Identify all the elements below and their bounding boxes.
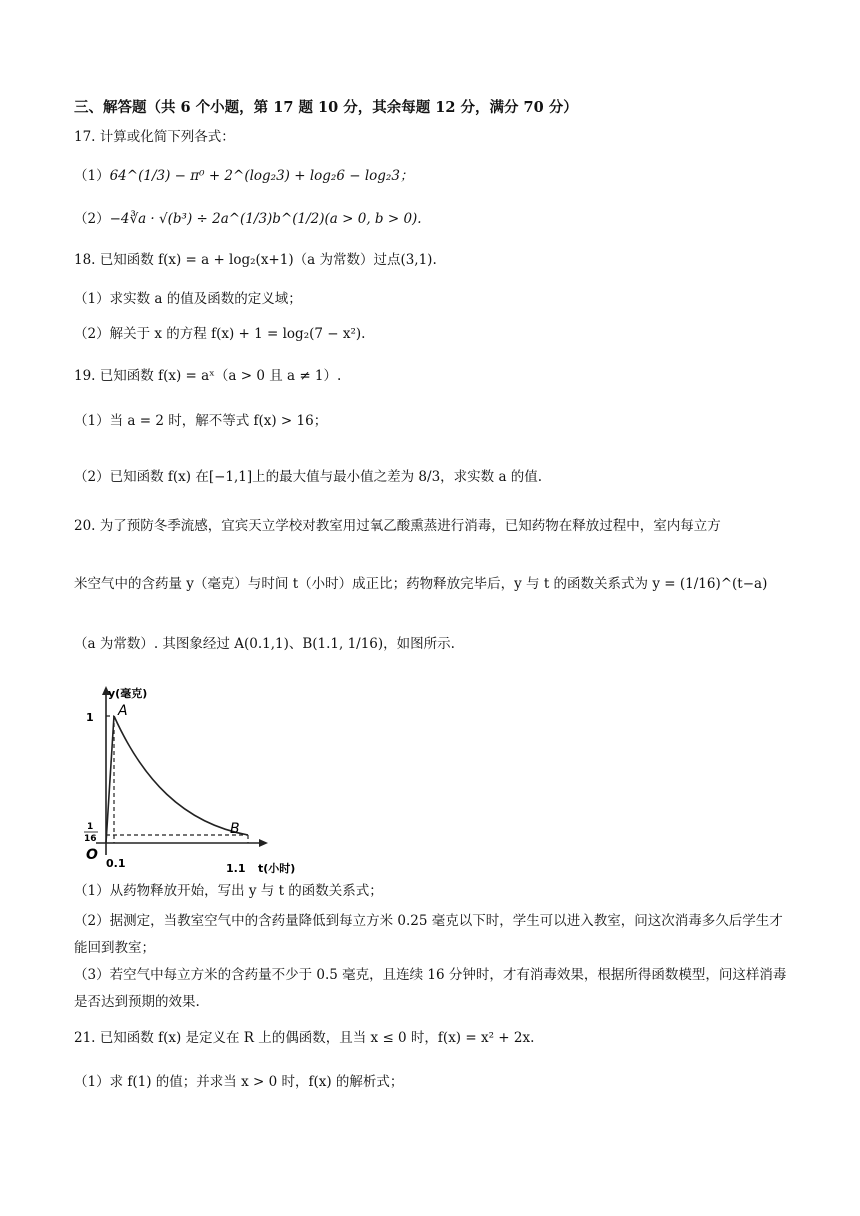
problem-number: 21. xyxy=(74,1030,96,1046)
decay-curve xyxy=(114,716,248,835)
part-text: 64^(1/3) − π⁰ + 2^(log₂3) + log₂6 − log₂3； xyxy=(109,168,414,184)
y-axis-label: y(毫克) xyxy=(108,687,148,700)
part-text: 据测定，当教室空气中的含药量降低到每立方米 0.25 毫克以下时，学生可以进入教室，问这次消毒多久后学生才能回到教室； xyxy=(74,913,783,956)
problem-20-part-1 xyxy=(74,881,383,901)
part-label: （1） xyxy=(74,1074,110,1090)
point-a-label: A xyxy=(118,703,128,719)
rising-segment xyxy=(106,716,114,843)
part-label: （2） xyxy=(74,326,110,342)
part-label: （1） xyxy=(74,413,110,429)
part-label: （2） xyxy=(74,211,110,227)
problem-19-part-2 xyxy=(74,467,542,487)
part-text: 当 a = 2 时，解不等式 f(x) > 16； xyxy=(109,413,328,429)
part-text: 求实数 a 的值及函数的定义域； xyxy=(109,291,302,307)
part-text: −4∛a · √(b³) ÷ 2a^(1/3)b^(1/2)(a > 0, b > 0). xyxy=(109,211,422,227)
problem-20-stem-3: （a 为常数）. 其图象经过 A(0.1,1)、B(1.1, 1/16)，如图所示. xyxy=(74,636,455,652)
part-label: （2） xyxy=(74,913,110,929)
point-b-label: B xyxy=(230,821,240,837)
problem-18-part-2 xyxy=(74,324,365,344)
problem-20-part-3 xyxy=(74,962,790,1016)
part-label: （1） xyxy=(74,883,110,899)
x-axis-label: t(小时) xyxy=(258,862,296,875)
problem-text: 已知函数 f(x) = a + log₂(x+1)（a 为常数）过点(3,1). xyxy=(99,252,437,268)
x-tick-11: 1.1 xyxy=(226,862,246,875)
problem-text: 已知函数 f(x) 是定义在 R 上的偶函数，且当 x ≤ 0 时，f(x) = x² + 2x. xyxy=(99,1030,535,1046)
part-text: 已知函数 f(x) 在[−1,1]上的最大值与最小值之差为 8/3，求实数 a 的值. xyxy=(109,469,543,485)
section-heading: 三、解答题（共 6 个小题，第 17 题 10 分，其余每题 12 分，满分 70 分） xyxy=(74,99,578,116)
problem-text: 为了预防冬季流感，宜宾天立学校对教室用过氧乙酸熏蒸进行消毒，已知药物在释放过程中，室内每立方 xyxy=(99,518,721,534)
problem-20-stem-2: 米空气中的含药量 y（毫克）与时间 t（小时）成正比；药物释放完毕后，y 与 t 的函数关系式为 y = (1/16)^(t−a) xyxy=(74,576,768,592)
problem-20-stem-1 xyxy=(74,516,721,536)
problem-18-part-1 xyxy=(74,289,302,309)
x-axis-arrow xyxy=(259,839,268,847)
part-text: 求 f(1) 的值；并求当 x > 0 时，f(x) 的解析式； xyxy=(109,1074,404,1090)
y-tick-1: 1 xyxy=(86,711,94,724)
problem-17-part-1 xyxy=(74,166,413,186)
problem-number: 19. xyxy=(74,368,96,384)
problem-19-part-1 xyxy=(74,411,327,431)
decay-graph xyxy=(72,683,322,883)
part-label: （1） xyxy=(74,291,110,307)
y-tick-frac-num: 1 xyxy=(87,822,94,832)
problem-number: 17. xyxy=(74,129,96,145)
problem-text: 计算或化简下列各式： xyxy=(99,129,235,145)
x-tick-01: 0.1 xyxy=(106,857,126,870)
part-text: 解关于 x 的方程 f(x) + 1 = log₂(7 − x²). xyxy=(109,326,366,342)
problem-21-part-1 xyxy=(74,1072,403,1092)
part-text: 从药物释放开始，写出 y 与 t 的函数关系式； xyxy=(109,883,383,899)
problem-number: 18. xyxy=(74,252,96,268)
problem-19-stem xyxy=(74,366,341,386)
part-label: （2） xyxy=(74,469,110,485)
problem-17-stem xyxy=(74,127,235,147)
part-label: （1） xyxy=(74,168,110,184)
origin-label: O xyxy=(86,847,98,863)
part-text: 若空气中每立方米的含药量不少于 0.5 毫克，且连续 16 分钟时，才有消毒效果，根据所得函数模型，问这样消毒是否达到预期的效果. xyxy=(74,967,787,1010)
problem-21-stem xyxy=(74,1028,534,1048)
problem-18-stem xyxy=(74,250,437,270)
problem-number: 20. xyxy=(74,518,96,534)
problem-17-part-2 xyxy=(74,209,422,229)
problem-text: 已知函数 f(x) = aˣ（a > 0 且 a ≠ 1）. xyxy=(99,368,342,384)
y-tick-frac-den: 16 xyxy=(84,834,97,844)
part-label: （3） xyxy=(74,967,110,983)
problem-20-part-2 xyxy=(74,908,790,962)
